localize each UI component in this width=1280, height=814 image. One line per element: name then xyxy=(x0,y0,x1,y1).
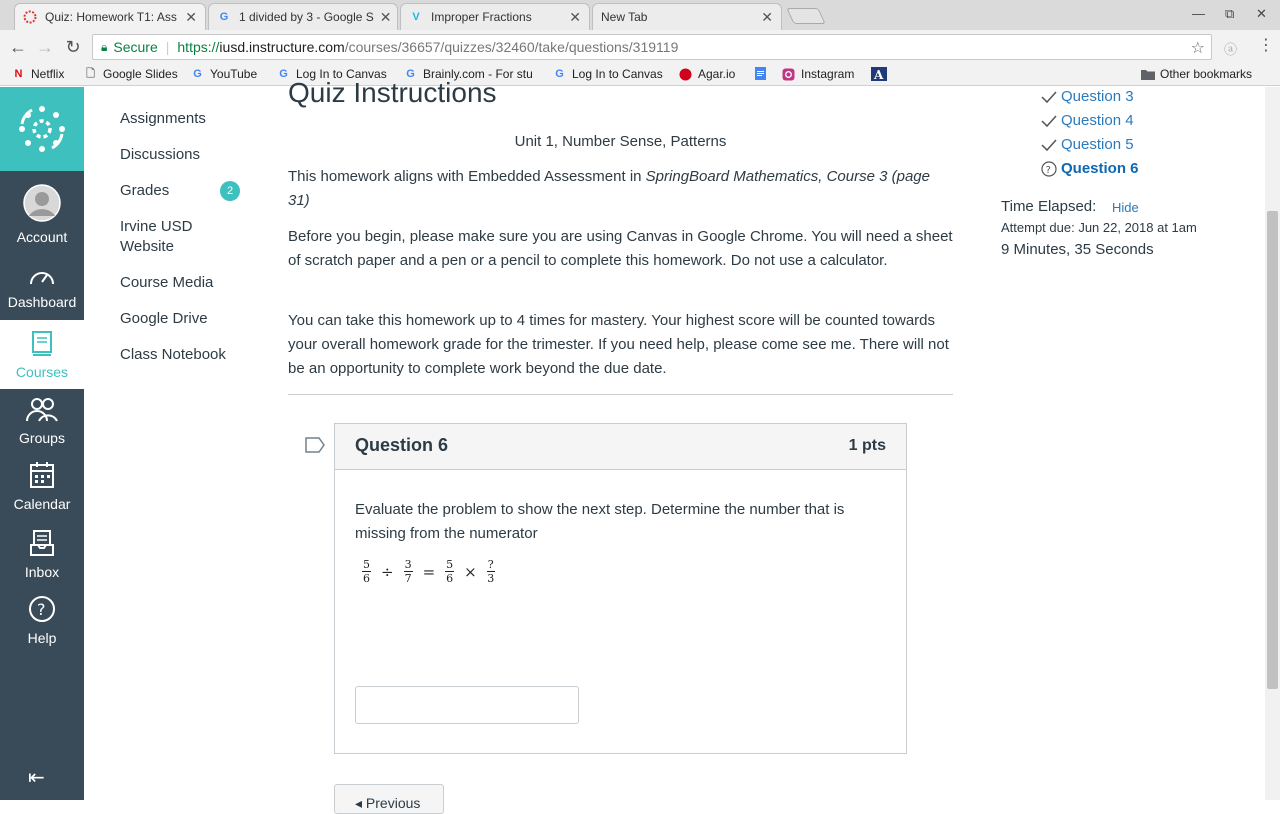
course-nav-class-notebook[interactable]: Class Notebook xyxy=(120,346,226,363)
numerator: ? xyxy=(487,558,494,571)
check-icon xyxy=(1041,115,1057,127)
minimize-icon[interactable]: — xyxy=(1192,6,1205,21)
question-mark-icon xyxy=(1041,161,1057,177)
global-nav-help[interactable] xyxy=(0,595,84,646)
google-icon: G xyxy=(406,68,415,80)
fraction xyxy=(404,558,413,585)
secure-label: Secure xyxy=(113,39,158,55)
para1-italic: SpringBoard Mathematics, Course 3 (page 31) xyxy=(288,168,930,209)
close-icon[interactable]: ✕ xyxy=(569,8,581,25)
avatar-icon xyxy=(0,184,84,225)
global-nav-label: Account xyxy=(16,229,68,245)
question-header xyxy=(335,424,906,470)
bookmark-google-slides[interactable] xyxy=(84,67,178,81)
bookmark-star-icon[interactable]: ☆ xyxy=(1190,40,1205,57)
a-icon xyxy=(872,67,885,80)
tab-quiz[interactable] xyxy=(14,3,206,30)
restore-icon[interactable]: ⧉ xyxy=(1225,6,1235,21)
numerator: 3 xyxy=(404,558,412,571)
equals-sign: = xyxy=(422,562,436,581)
courses-icon xyxy=(0,331,84,360)
previous-button[interactable]: ◂ Previous xyxy=(334,784,444,814)
bookmark-label: Netflix xyxy=(31,67,65,81)
check-icon xyxy=(1041,91,1057,103)
global-nav-label: Groups xyxy=(19,430,65,446)
denominator: 6 xyxy=(446,572,454,585)
agar-icon xyxy=(679,68,692,81)
bookmark-netflix[interactable] xyxy=(12,67,64,81)
bookmark-canvas-login-2[interactable] xyxy=(553,67,663,81)
close-icon[interactable]: ✕ xyxy=(185,8,197,25)
tab-title: New Tab xyxy=(601,10,648,24)
tab-title: Improper Fractions xyxy=(431,10,532,24)
question-link-6[interactable]: Question 6 xyxy=(1061,160,1139,177)
google-icon: G xyxy=(279,68,288,80)
question-link-4[interactable]: Question 4 xyxy=(1061,112,1134,129)
divide-sign: ÷ xyxy=(381,562,394,581)
question-text: Evaluate the problem to show the next step. Determine the number that is missing from the numerator xyxy=(355,501,845,542)
help-icon xyxy=(0,595,84,626)
bookmarks-bar xyxy=(0,64,1280,86)
unit-subtitle: Unit 1, Number Sense, Patterns xyxy=(514,133,727,150)
page-title: Quiz Instructions xyxy=(288,77,497,108)
fraction xyxy=(487,558,495,585)
google-icon: G xyxy=(219,11,229,23)
tab-title: 1 divided by 3 - Google S xyxy=(239,10,374,24)
elapsed-timer: 9 Minutes, 35 Seconds xyxy=(1001,241,1154,258)
question-link-3[interactable]: Question 3 xyxy=(1061,88,1134,105)
global-navigation xyxy=(0,87,84,800)
global-nav-groups[interactable] xyxy=(0,397,84,446)
global-nav-label: Dashboard xyxy=(7,294,77,310)
close-icon[interactable]: ✕ xyxy=(379,8,392,25)
divider xyxy=(288,394,953,395)
other-bookmarks[interactable] xyxy=(1141,67,1252,81)
course-nav-google-drive[interactable]: Google Drive xyxy=(120,310,208,327)
scrollbar-thumb[interactable] xyxy=(1267,211,1278,689)
math-expression xyxy=(357,558,500,585)
canvas-logo[interactable] xyxy=(0,87,84,171)
global-nav-label: Help xyxy=(27,630,57,646)
bookmark-label: Google Slides xyxy=(103,67,178,81)
canvas-icon xyxy=(23,10,37,24)
course-nav-assignments[interactable]: Assignments xyxy=(120,110,206,127)
url-host: iusd.instructure.com xyxy=(219,39,345,55)
question-name: Question 6 xyxy=(355,435,449,455)
instructions-paragraph-2: Before you begin, please make sure you are using Canvas in Google Chrome. You will need a sheet of scratch paper and a pen or a pencil to complete this homework. Do not use a calculator. xyxy=(288,228,953,269)
global-nav-inbox[interactable] xyxy=(0,529,84,580)
global-nav-label: Courses xyxy=(15,364,69,380)
global-nav-account[interactable] xyxy=(0,184,84,245)
browser-toolbar xyxy=(0,30,1280,64)
vimeo-icon: V xyxy=(412,11,420,23)
page-scrollbar[interactable] xyxy=(1265,87,1280,800)
check-icon xyxy=(1041,139,1057,151)
question-link-5[interactable]: Question 5 xyxy=(1061,136,1134,153)
bookmark-docs[interactable] xyxy=(754,67,773,80)
docs-icon xyxy=(754,67,767,80)
instagram-icon xyxy=(782,68,795,81)
google-icon: G xyxy=(555,68,564,80)
calendar-icon xyxy=(0,461,84,492)
forward-icon[interactable]: → xyxy=(36,37,54,57)
reload-icon[interactable]: ↻ xyxy=(65,37,81,57)
lock-icon: 🔒︎ xyxy=(101,39,108,54)
bookmark-label: Agar.io xyxy=(698,67,736,81)
global-nav-calendar[interactable] xyxy=(0,461,84,512)
bookmark-label: YouTube xyxy=(210,67,258,81)
fraction xyxy=(362,558,371,585)
svg-text:A: A xyxy=(873,67,883,82)
new-tab-button[interactable] xyxy=(786,8,825,24)
global-nav-label: Calendar xyxy=(13,496,71,512)
canvas-logo-icon xyxy=(17,104,67,154)
doc-icon: 🗋︎ xyxy=(86,67,95,80)
question-points: 1 pts xyxy=(848,437,886,454)
course-nav-course-media[interactable]: Course Media xyxy=(120,274,214,291)
groups-icon xyxy=(0,397,84,426)
denominator: 3 xyxy=(487,572,495,585)
close-icon[interactable]: ✕ xyxy=(761,8,773,25)
time-elapsed-label: Time Elapsed: xyxy=(1001,198,1097,215)
inbox-icon xyxy=(0,529,84,560)
global-nav-courses[interactable] xyxy=(0,320,84,389)
back-icon[interactable]: ← xyxy=(9,37,27,57)
netflix-icon: N xyxy=(14,68,23,80)
browser-tab-bar xyxy=(0,0,1280,30)
instructions-paragraph-1 xyxy=(288,165,953,213)
separator: | xyxy=(165,39,170,55)
collapse-nav-icon[interactable]: ⇤ xyxy=(28,767,45,789)
numerator: 5 xyxy=(446,558,454,571)
fraction xyxy=(445,558,454,585)
other-bookmarks-label: Other bookmarks xyxy=(1160,67,1253,81)
denominator: 7 xyxy=(404,572,412,585)
bookmark-a[interactable] xyxy=(872,67,891,80)
window-close-icon[interactable]: ✕ xyxy=(1256,6,1267,21)
course-nav-irvine-usd-website[interactable]: Irvine USD Website xyxy=(120,218,193,255)
url-scheme: https:// xyxy=(177,39,220,55)
course-nav-grades[interactable]: Grades xyxy=(120,182,170,199)
question-card xyxy=(334,423,907,754)
dashboard-icon xyxy=(0,265,84,290)
bookmark-youtube[interactable] xyxy=(191,67,257,81)
para1-text: This homework aligns with Embedded Assessment in xyxy=(288,168,646,185)
grades-count-badge: 2 xyxy=(220,181,240,201)
hide-timer-link[interactable]: Hide xyxy=(1112,200,1139,215)
bookmark-label: Brainly.com - For stu xyxy=(423,67,533,81)
tab-improper-fractions[interactable] xyxy=(400,3,590,30)
folder-icon xyxy=(1141,68,1154,81)
tab-new-tab[interactable] xyxy=(592,3,782,30)
global-nav-dashboard[interactable] xyxy=(0,265,84,310)
tab-google-search[interactable] xyxy=(208,3,398,30)
course-nav-discussions[interactable]: Discussions xyxy=(120,146,201,163)
google-icon: G xyxy=(193,68,202,80)
flag-question-icon[interactable] xyxy=(305,437,325,453)
instructions-paragraph-3: You can take this homework up to 4 times for mastery. Your highest score will be counted towards your overall homework grade for the trimester. If you need help, please come see me. There will not be an opportunity to complete work beyond the due date. xyxy=(288,312,949,377)
global-nav-label: Inbox xyxy=(24,564,60,580)
url-path: /courses/36657/quizzes/32460/take/questions/319119 xyxy=(344,39,679,55)
denominator: 6 xyxy=(363,572,370,585)
tab-title: Quiz: Homework T1: Ass xyxy=(45,10,177,24)
address-bar[interactable] xyxy=(92,34,1212,60)
numerator: 5 xyxy=(363,558,370,571)
bookmark-instagram[interactable] xyxy=(782,67,854,81)
multiply-sign: × xyxy=(464,562,477,581)
menu-icon[interactable]: ⋮ xyxy=(1258,37,1274,54)
extension-icon[interactable]: ⓐ xyxy=(1224,42,1238,57)
bookmark-label: Instagram xyxy=(801,67,855,81)
svg-text:?: ? xyxy=(37,600,46,619)
bookmark-label: Log In to Canvas xyxy=(296,67,387,81)
svg-text:?: ? xyxy=(1045,165,1051,176)
attempt-due: Attempt due: Jun 22, 2018 at 1am xyxy=(1001,220,1197,235)
bookmark-label: Log In to Canvas xyxy=(572,67,663,81)
answer-input[interactable] xyxy=(355,686,579,724)
bookmark-agar[interactable] xyxy=(679,67,735,81)
